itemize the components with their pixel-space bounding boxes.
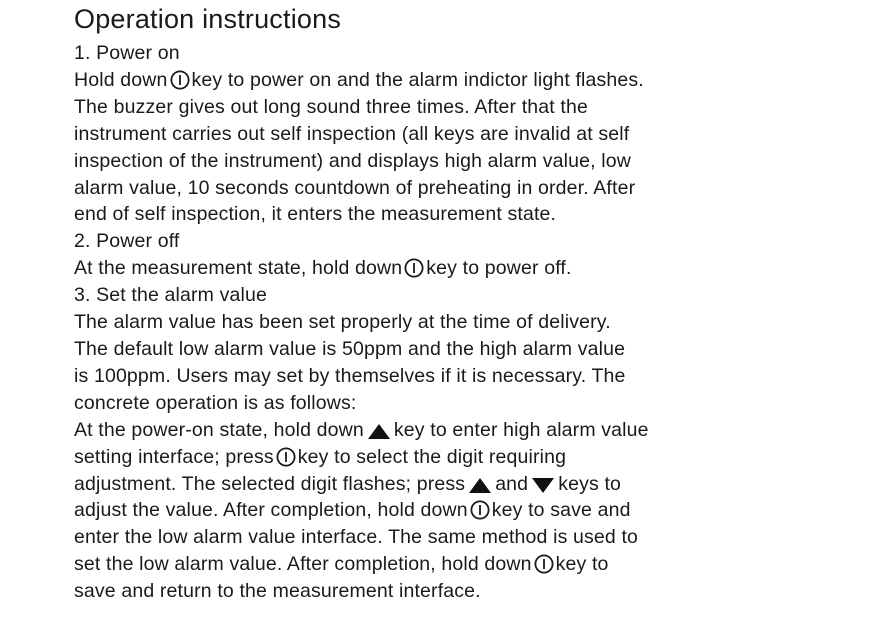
paragraph-line: The alarm value has been set properly at the time of delivery. — [74, 311, 611, 334]
paragraph-line: instrument carries out self inspection (all keys are invalid at self — [74, 122, 630, 145]
up-triangle-icon — [366, 422, 392, 440]
page-title: Operation instructions — [74, 4, 342, 34]
power-key-icon — [276, 447, 296, 467]
paragraph-line: inspection of the instrument) and displays high alarm value, low — [74, 149, 631, 172]
up-triangle-icon — [467, 476, 493, 494]
section-heading-power-off: 2. Power off — [74, 230, 180, 253]
document — [74, 4, 854, 605]
paragraph-line — [74, 67, 854, 94]
text-segment: adjust the value. After completion, hold down — [74, 499, 468, 522]
paragraph-line — [74, 551, 854, 578]
text-segment: key to — [555, 553, 609, 576]
paragraph-line: alarm value, 10 seconds countdown of preheating in order. After — [74, 176, 636, 199]
power-key-icon — [170, 70, 190, 90]
text-segment: keys to — [558, 472, 622, 495]
text-segment: key to power on and the alarm indictor light flashes. — [191, 68, 644, 91]
text-segment: and — [495, 472, 529, 495]
power-key-icon — [404, 258, 424, 278]
paragraph-line: end of self inspection, it enters the measurement state. — [74, 203, 557, 226]
paragraph-line — [74, 471, 854, 498]
paragraph-line: enter the low alarm value interface. The same method is used to — [74, 526, 639, 549]
text-segment: key to select the digit requiring — [297, 445, 567, 468]
paragraph-line: The buzzer gives out long sound three times. After that the — [74, 95, 588, 118]
text-segment: setting interface; press — [74, 445, 274, 468]
power-key-icon — [534, 554, 554, 574]
text-segment: key to enter high alarm value — [393, 418, 649, 441]
paragraph-line — [74, 444, 854, 471]
paragraph-line: save and return to the measurement interface. — [74, 580, 481, 603]
paragraph-line: concrete operation is as follows: — [74, 391, 357, 414]
paragraph-line — [74, 417, 854, 444]
text-segment: At the measurement state, hold down — [74, 257, 403, 280]
text-segment: Hold down — [74, 68, 168, 91]
text-segment: key to save and — [491, 499, 631, 522]
down-triangle-icon — [530, 476, 556, 494]
text-segment: set the low alarm value. After completion, hold down — [74, 553, 532, 576]
text-segment: At the power-on state, hold down — [74, 418, 364, 441]
section-heading-power-on: 1. Power on — [74, 42, 180, 64]
paragraph-line: is 100ppm. Users may set by themselves if it is necessary. The — [74, 364, 626, 387]
section-heading-set-alarm: 3. Set the alarm value — [74, 284, 267, 307]
paragraph-line — [74, 497, 854, 524]
paragraph-line — [74, 255, 854, 282]
paragraph-line: The default low alarm value is 50ppm and the high alarm value — [74, 337, 626, 360]
text-segment: adjustment. The selected digit flashes; press — [74, 472, 466, 495]
power-key-icon — [470, 500, 490, 520]
text-segment: key to power off. — [426, 257, 572, 280]
